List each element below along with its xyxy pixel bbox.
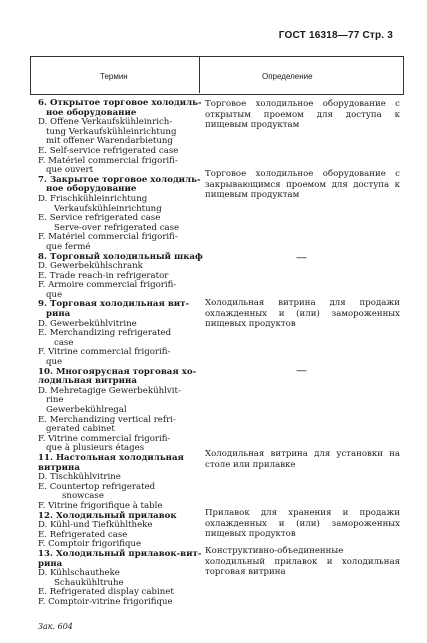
term-de: D. Mehretagige Gewerbekühlvit- <box>38 385 181 396</box>
term-fr: F. Comptoir frigorifique <box>38 539 142 550</box>
term-en: gerated cabinet <box>46 424 115 435</box>
term-fr: que ouvert <box>46 165 94 176</box>
term-de: Gewerbekühlregal <box>46 405 127 415</box>
term-en: E. Merchandizing refrigerated <box>38 328 172 339</box>
definition-13: Конструктивно-объединенные холодильный прилавок и холодильная торговая витрина <box>205 546 400 577</box>
table-divider <box>199 56 200 93</box>
term-title: лодильная витрина <box>38 376 137 387</box>
term-en: snowcase <box>62 491 104 502</box>
term-de: D. Kühl-und Tiefkühltheke <box>38 520 153 531</box>
term-de: Schaukühltruhe <box>54 577 124 588</box>
term-fr: F. Vitrine frigorifique à table <box>38 500 163 511</box>
term-title: 10. Многоярусная торговая хо- <box>38 366 197 377</box>
term-fr: F. Matériel commercial frigorifi- <box>38 155 178 166</box>
term-fr: que <box>46 357 63 368</box>
term-title: рина <box>38 558 63 569</box>
term-title: 12. Холодильный прилавок <box>38 510 177 521</box>
term-title: 9. Торговая холодильная вит- <box>38 299 190 310</box>
term-title: 13. Холодильный прилавок-вит- <box>38 548 202 559</box>
term-de: D. Tischkühlvitrine <box>38 472 121 483</box>
term-en: case <box>54 337 74 348</box>
page-footer: Зак. 604 <box>38 622 73 631</box>
term-title: ное оборудование <box>46 107 137 118</box>
term-de: rine <box>46 395 64 406</box>
term-en: E. Refrigerated display cabinet <box>38 587 174 598</box>
term-en: E. Service refrigerated case <box>38 213 161 224</box>
term-en: E. Refrigerated case <box>38 529 128 540</box>
term-en: E. Merchandizing vertical refri- <box>38 414 176 425</box>
terms-column <box>38 98 203 607</box>
term-title: ное оборудование <box>46 184 137 195</box>
term-fr: F. Vitrine commercial frigorifi- <box>38 433 171 444</box>
term-title: 8. Торговый холодильный шкаф <box>38 251 203 262</box>
column-header-term: Термин <box>100 72 128 81</box>
term-title: 11. Настольная холодильная <box>38 452 184 463</box>
term-de: D. Frischkühleinrichtung <box>38 193 148 204</box>
term-title: 6. Открытое торговое холодиль- <box>38 98 202 108</box>
term-title: рина <box>46 309 71 320</box>
definition-10: — <box>296 364 307 377</box>
term-de: Verkaufskühleinrichtung <box>54 203 162 214</box>
term-fr: que à plusieurs étages <box>46 443 145 454</box>
term-en: Serve-over refrigerated case <box>54 222 180 233</box>
term-en: E. Countertop refrigerated <box>38 481 156 492</box>
term-de: D. Gewerbekühlschrank <box>38 261 143 272</box>
definition-8: — <box>296 251 307 264</box>
column-header-definition: Определение <box>262 72 313 81</box>
definition-9: Холодильная витрина для продажи охлажденных и (или) замороженных пищевых продуктов <box>205 298 400 329</box>
table-header-frame <box>30 56 404 95</box>
definition-12: Прилавок для хранения и продажи охлажденных и (или) замороженных пищевых продуктов <box>205 508 400 539</box>
definition-11: Холодильная витрина для установки на столе или прилавке <box>205 449 400 470</box>
definition-6: Торговое холодильное оборудование с открытым проемом для доступа к пищевым продуктам <box>205 99 400 130</box>
term-de: mit offener Warendarbietung <box>46 136 173 147</box>
term-fr: que fermé <box>46 241 91 252</box>
term-title: витрина <box>38 462 80 473</box>
term-de: tung Verkaufskühleinrichtung <box>46 126 177 137</box>
term-fr: F. Vitrine commercial frigorifi- <box>38 347 171 358</box>
term-fr: F. Armoire commercial frigorifi- <box>38 280 177 291</box>
page-header: ГОСТ 16318—77 Стр. 3 <box>278 30 393 41</box>
definition-7: Торговое холодильное оборудование с закрывающимся проемом для доступа к пищевым продуктам <box>205 169 400 200</box>
term-de: D. Gewerbekühlvitrine <box>38 318 137 329</box>
term-en: E. Trade reach-in refrigerator <box>38 270 169 281</box>
term-de: D. Kühlschautheke <box>38 568 120 579</box>
term-fr: que <box>46 289 63 300</box>
term-title: 7. Закрытое торговое холодиль- <box>38 174 201 185</box>
term-fr: F. Comptoir-vitrine frigorifique <box>38 596 173 607</box>
term-en: E. Self-service refrigerated case <box>38 145 179 156</box>
term-de: D. Offene Verkaufskühleinrich- <box>38 117 173 128</box>
term-fr: F. Matériel commercial frigorifi- <box>38 232 178 243</box>
